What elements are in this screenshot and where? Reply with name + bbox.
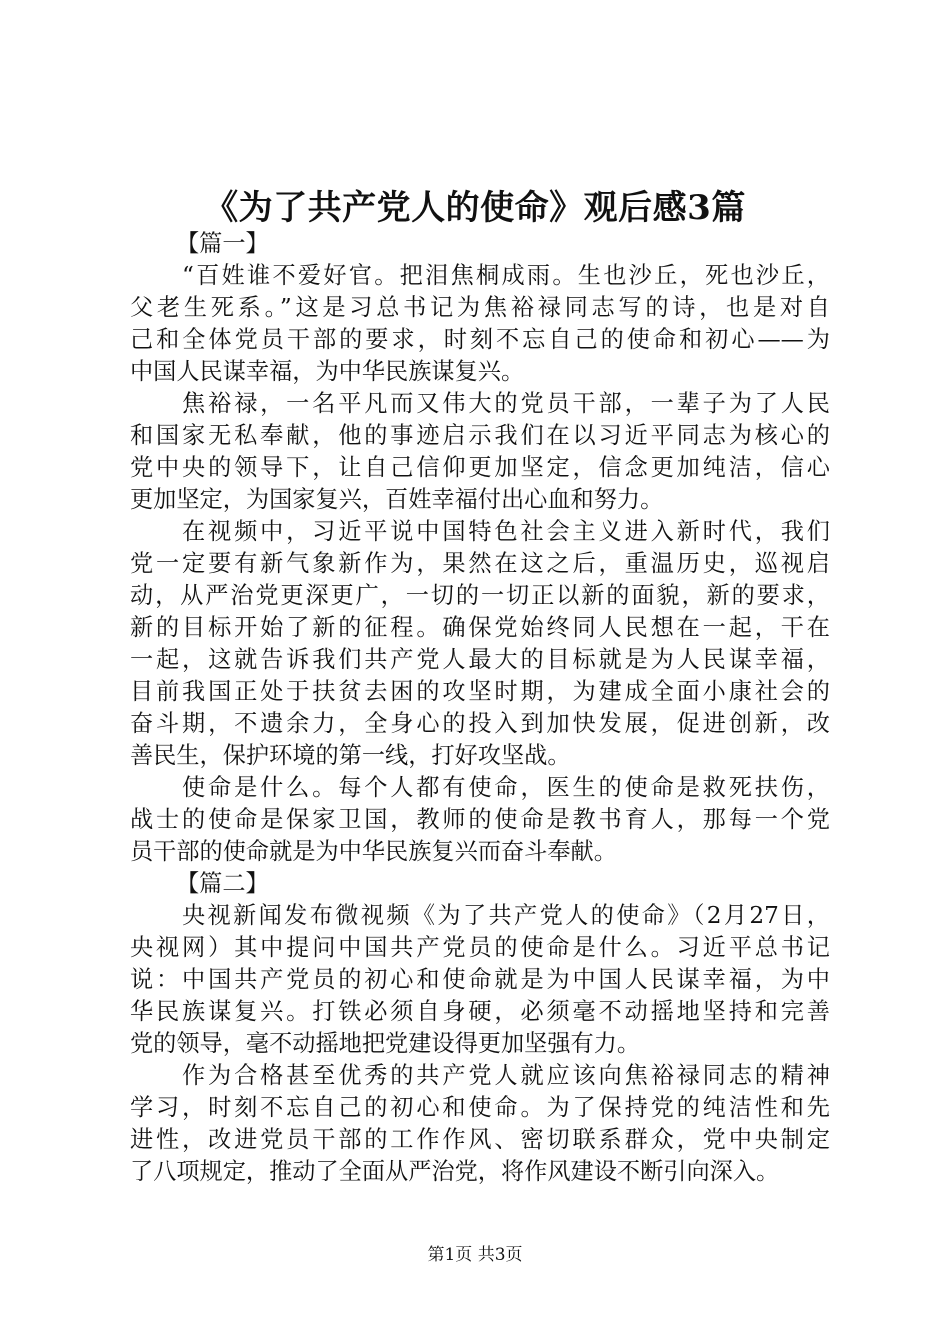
document-title: 《为了共产党人的使命》观后感3篇 <box>204 188 746 228</box>
paragraph <box>130 900 830 1060</box>
paragraph-line: 中国人民谋幸福，为中华民族谋复兴。 <box>130 358 525 385</box>
paragraph-line: 学习，时刻不忘自己的初心和使命。为了保持党的纯洁性和先 <box>130 1094 830 1121</box>
paragraph-line: 焦裕禄，一名平凡而又伟大的党员干部，一辈子为了人民 <box>182 390 830 417</box>
section-heading: 【篇二】 <box>176 870 269 897</box>
paragraph-line: 员干部的使命就是为中华民族复兴而奋斗奉献。 <box>130 838 617 865</box>
paragraph <box>130 516 830 772</box>
paragraph-line: 党中央的领导下，让自己信仰更加坚定，信念更加纯洁，信心 <box>130 454 830 481</box>
paragraph-line: 在视频中，习近平说中国特色社会主义进入新时代，我们 <box>182 518 830 545</box>
paragraph-line: 党的领导，毫不动摇地把党建设得更加坚强有力。 <box>130 1030 641 1057</box>
paragraph-line: 己和全体党员干部的要求，时刻不忘自己的使命和初心——为 <box>130 326 830 353</box>
paragraph-line: 新的目标开始了新的征程。确保党始终同人民想在一起，干在 <box>130 614 830 641</box>
paragraph-line: “百姓谁不爱好官。把泪焦桐成雨。生也沙丘，死也沙丘， <box>182 262 830 289</box>
document-body <box>130 228 830 1188</box>
paragraph-line: 央视网）其中提问中国共产党员的使命是什么。习近平总书记 <box>130 934 830 961</box>
paragraph-line: 奋斗期，不遗余力，全身心的投入到加快发展，促进创新，改 <box>130 710 830 737</box>
paragraph-line: 更加坚定，为国家复兴，百姓幸福付出心血和努力。 <box>130 486 664 513</box>
paragraph-line: 华民族谋复兴。打铁必须自身硬，必须毫不动摇地坚持和完善 <box>130 998 830 1025</box>
paragraph-line: 央视新闻发布微视频《为了共产党人的使命》（2月27日， <box>182 902 830 929</box>
paragraph-line: 战士的使命是保家卫国，教师的使命是教书育人，那每一个党 <box>130 806 830 833</box>
paragraph-line: 父老生死系。”这是习总书记为焦裕禄同志写的诗，也是对自 <box>130 294 830 321</box>
paragraph-line: 说：中国共产党员的初心和使命就是为中国人民谋幸福，为中 <box>130 966 830 993</box>
paragraph-line: 进性，改进党员干部的工作作风、密切联系群众，党中央制定 <box>130 1126 830 1153</box>
paragraph <box>130 388 830 516</box>
paragraph-line: 作为合格甚至优秀的共产党人就应该向焦裕禄同志的精神 <box>182 1062 830 1089</box>
paragraph-line: 和国家无私奉献，他的事迹启示我们在以习近平同志为核心的 <box>130 422 830 449</box>
paragraph-line: 动，从严治党更深更广，一切的一切正以新的面貌，新的要求， <box>130 582 830 609</box>
paragraph-line: 了八项规定，推动了全面从严治党，将作风建设不断引向深入。 <box>130 1158 780 1185</box>
paragraph <box>130 260 830 388</box>
page-footer: 第1页 共3页 <box>427 1245 523 1265</box>
paragraph <box>130 772 830 868</box>
paragraph-line: 一起，这就告诉我们共产党人最大的目标就是为人民谋幸福， <box>130 646 830 673</box>
section-heading: 【篇一】 <box>176 230 269 257</box>
paragraph-line: 目前我国正处于扶贫去困的攻坚时期，为建成全面小康社会的 <box>130 678 830 705</box>
paragraph-line: 党一定要有新气象新作为，果然在这之后，重温历史，巡视启 <box>130 550 830 577</box>
paragraph-line: 使命是什么。每个人都有使命，医生的使命是救死扶伤， <box>182 774 830 801</box>
paragraph-line: 善民生，保护环境的第一线，打好攻坚战。 <box>130 742 571 769</box>
paragraph <box>130 1060 830 1188</box>
